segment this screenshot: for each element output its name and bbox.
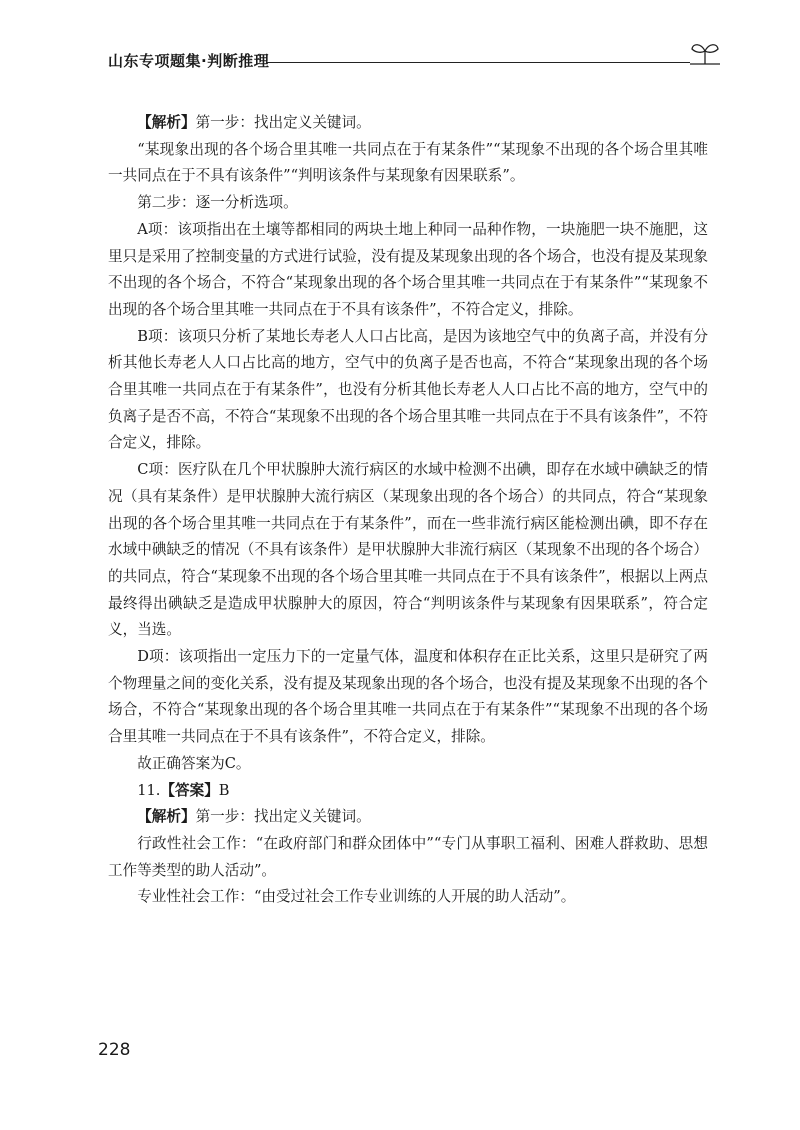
answer-explanation-body (108, 110, 708, 911)
option-c-paragraph: C项：医疗队在几个甲状腺肿大流行病区的水域中检测不出碘，即存在水域中碘缺乏的情况（具有某条件）是甲状腺肿大流行病区（某现象出现的各个场合）的共同点，符合“某现象出现的各个场合里其唯一共同点在于有某条件”，而在一些非流行病区能检测出碘，即不存在水域中碘缺乏的情况（不具有该条件）是甲状腺肿大非流行病区（某现象不出现的各个场合）的共同点，符合“某现象不出现的各个场合里其唯一共同点在于不具有该条件”，根据以上两点最终得出碘缺乏是造成甲状腺肿大的原因，符合“判明该条件与某现象有因果联系”，符合定义，当选。 (108, 461, 708, 639)
professional-social-work-paragraph: 专业性社会工作：“由受过社会工作专业训练的人开展的助人活动”。 (137, 888, 576, 906)
keywords-paragraph: “某现象出现的各个场合里其唯一共同点在于有某条件”“某现象不出现的各个场合里其唯一共同点在于不具有该条件”“判明该条件与某现象有因果联系”。 (108, 140, 708, 185)
question-11-answer (108, 778, 708, 805)
answer-value: B (218, 781, 230, 799)
option-a-paragraph: A项：该项指出在土壤等都相同的两块土地上种同一品种作物，一块施肥一块不施肥，这里只是采用了控制变量的方式进行试验，没有提及某现象出现的各个场合，也没有提及某现象不出现的各个场合，不符合“某现象出现的各个场合里其唯一共同点在于有某条件”“某现象不出现的各个场合里其唯一共同点在于不具有该条件”，不符合定义，排除。 (108, 220, 708, 318)
administrative-social-work-paragraph: 行政性社会工作：“在政府部门和群众团体中”“专门从事职工福利、困难人群救助、思想工作等类型的助人活动”。 (108, 834, 708, 879)
option-b-paragraph: B项：该项只分析了某地长寿老人人口占比高，是因为该地空气中的负离子高，并没有分析其他长寿老人人口占比高的地方，空气中的负离子是否也高，不符合“某现象出现的各个场合里其唯一共同点在于有某条件”，也没有分析其他长寿老人人口占比不高的地方，空气中的负离子是否不高，不符合“某现象不出现的各个场合里其唯一共同点在于不具有该条件”，不符合定义，排除。 (108, 327, 708, 452)
step2-paragraph: 第二步：逐一分析选项。 (137, 194, 298, 212)
analysis-step1-paragraph-q11 (108, 804, 708, 831)
correct-answer-paragraph: 故正确答案为C。 (137, 754, 251, 772)
analysis-step1-text-q11: 第一步：找出定义关键词。 (195, 808, 371, 826)
page-number: 228 (98, 1040, 131, 1060)
sprout-icon (690, 40, 720, 66)
analysis-step1-text: 第一步：找出定义关键词。 (195, 114, 371, 131)
header-rule (266, 62, 690, 63)
answer-tag: 【答案】 (160, 781, 219, 799)
analysis-tag: 【解析】 (137, 114, 196, 131)
running-header (108, 44, 720, 74)
question-number: 11. (137, 781, 161, 799)
header-title: 山东专项题集·判断推理 (108, 52, 270, 70)
option-d-paragraph: D项：该项指出一定压力下的一定量气体，温度和体积存在正比关系，这里只是研究了两个物理量之间的变化关系，没有提及某现象出现的各个场合，也没有提及某现象不出现的各个场合，不符合“某现象出现的各个场合里其唯一共同点在于有某条件”“某现象不出现的各个场合里其唯一共同点在于不具有该条件”，不符合定义，排除。 (108, 648, 708, 746)
analysis-step1-paragraph (108, 110, 708, 137)
analysis-tag-q11: 【解析】 (137, 808, 196, 826)
